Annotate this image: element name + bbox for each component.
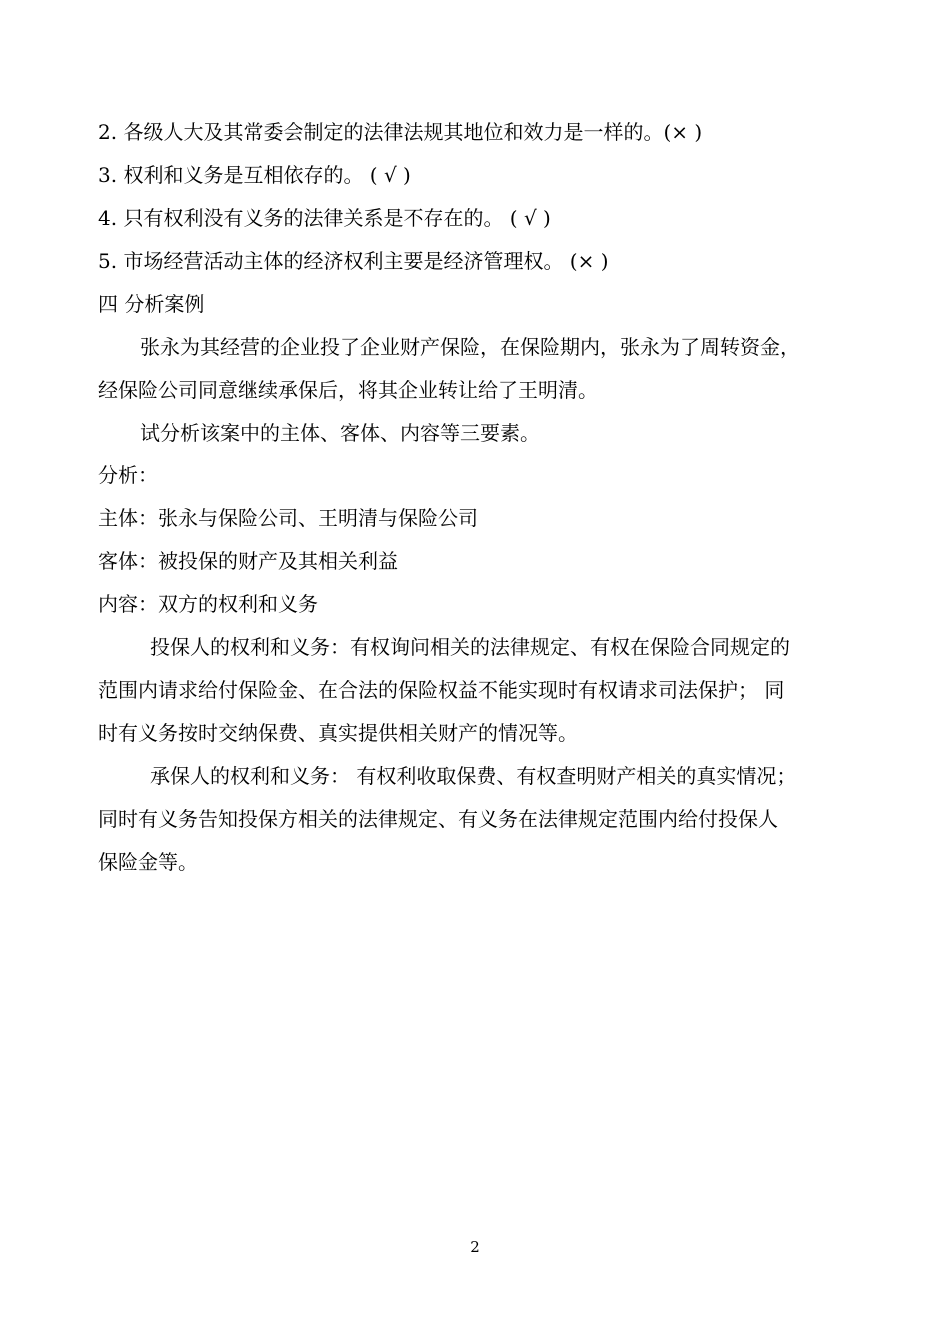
- judgment-item-5: 5. 市场经营活动主体的经济权利主要是经济管理权。 (× ): [98, 249, 609, 273]
- insured-paragraph-line-3: 时有义务按时交纳保费、真实提供相关财产的情况等。: [98, 721, 578, 745]
- insured-paragraph-line-1: 投保人的权利和义务：有权询问相关的法律规定、有权在保险合同规定的: [150, 635, 790, 659]
- analysis-object: 客体：被投保的财产及其相关利益: [98, 549, 398, 573]
- judgment-item-3: 3. 权利和义务是互相依存的。 ( √ ): [98, 163, 411, 187]
- case-line-2: 经保险公司同意继续承保后，将其企业转让给了王明清。: [98, 378, 598, 402]
- insured-paragraph-line-2: 范围内请求给付保险金、在合法的保险权益不能实现时有权请求司法保护； 同: [98, 678, 785, 702]
- section-heading: 四 分析案例: [98, 292, 205, 316]
- analysis-subject: 主体：张永与保险公司、王明清与保险公司: [98, 506, 478, 530]
- insurer-paragraph-line-2: 同时有义务告知投保方相关的法律规定、有义务在法律规定范围内给付投保人: [98, 807, 778, 831]
- analysis-content: 内容：双方的权利和义务: [98, 592, 318, 616]
- judgment-item-2: 2. 各级人大及其常委会制定的法律法规其地位和效力是一样的。(× ): [98, 120, 703, 144]
- analysis-label: 分析：: [98, 463, 158, 487]
- case-line-1: 张永为其经营的企业投了企业财产保险，在保险期内，张永为了周转资金，: [140, 335, 800, 359]
- judgment-item-4: 4. 只有权利没有义务的法律关系是不存在的。 ( √ ): [98, 206, 551, 230]
- insurer-paragraph-line-1: 承保人的权利和义务： 有权利收取保费、有权查明财产相关的真实情况；: [150, 764, 797, 788]
- case-question: 试分析该案中的主体、客体、内容等三要素。: [140, 421, 540, 445]
- insurer-paragraph-line-3: 保险金等。: [98, 850, 198, 874]
- page-number: 2: [470, 1238, 480, 1256]
